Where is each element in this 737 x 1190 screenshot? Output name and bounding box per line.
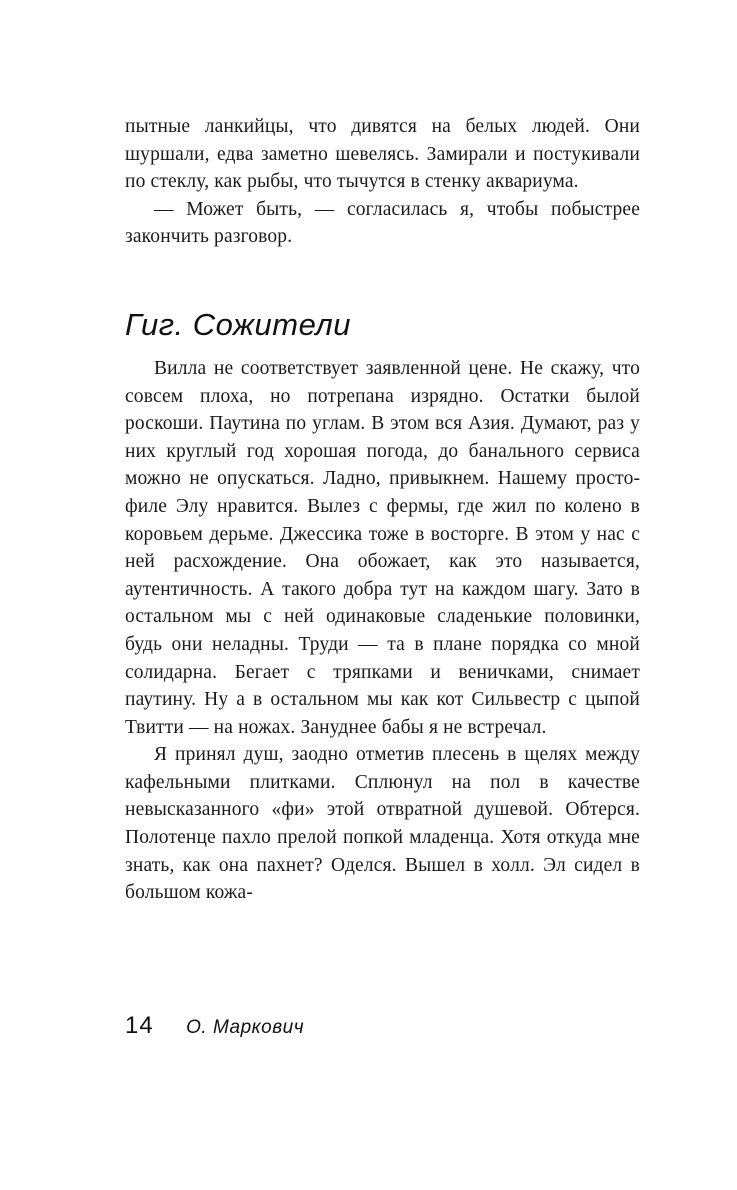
intro-paragraph: пытные ланкийцы, что дивятся на белых людей. Они шуршали, едва заметно шевелясь. Замирали и постукивали по стеклу, как рыбы, что тычутся в стенку аквариума. [125, 116, 640, 193]
section-paragraph-2: Я принял душ, заодно отметив плесень в щелях между кафельными плитками. Сплюнул на пол в качестве невысказанного «фи» этой отвратной душевой. Обтерся. Полотенце пахло прелой попкой младенца. Хотя откуда мне знать, как она пахнет? Оделся. Вышел в холл. Эл сидел в большом кожа- [125, 744, 640, 904]
dialogue-paragraph: — Может быть, — согласилась я, чтобы побыстрее закончить разговор. [125, 198, 640, 248]
page-number: 14 [125, 1012, 154, 1039]
running-footer-author: О. Маркович [186, 1017, 305, 1038]
section-paragraph-1: Вилла не соответствует заявленной цене. Не скажу, что совсем плоха, но потрепана изрядно. Остатки былой роскоши. Паутина по углам. В этом вся Азия. Думают, раз у них круглый год хорошая погода, до банального сервиса можно не опускаться. Ладно, привыкнем. Нашему простофиле Элу нравится. Вылез с фермы, где жил по колено в коровьем дерьме. Джессика тоже в восторге. В этом у нас с ней расхождение. Она обожает, как это называется, аутентичность. А такого добра тут на каждом шагу. Зато в остальном мы с ней одинаковые сладенькие половинки, будь они неладны. Труди — та в плане порядка со мной солидарна. Бегает с тряпками и веничками, снимает паутину. Ну а в остальном мы как кот Сильвестр с цыпой Твитти — на ножах. Зануднее бабы я не встречал. [125, 357, 640, 738]
page-footer [125, 1012, 304, 1040]
section-title: Гиг. Сожители [125, 306, 352, 342]
page-body [125, 113, 640, 907]
